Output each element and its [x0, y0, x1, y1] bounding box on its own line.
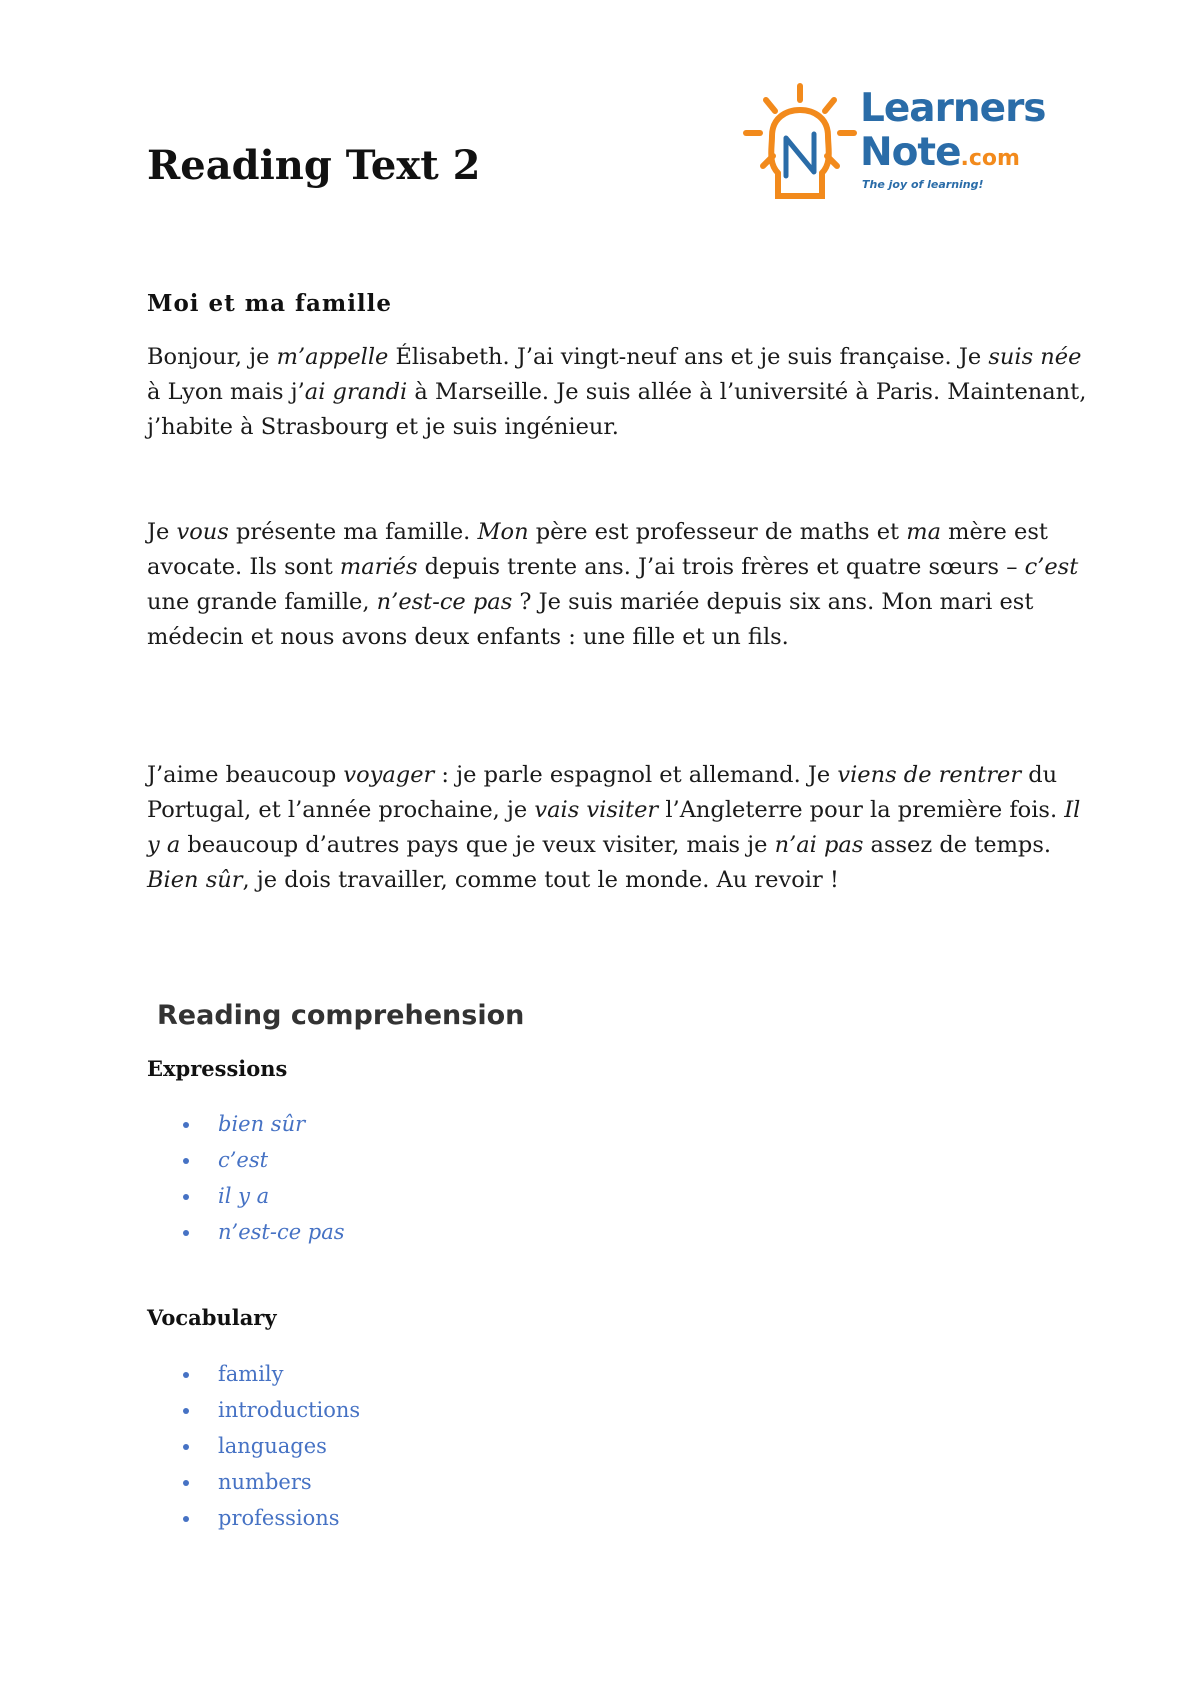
italic-run: n’ai pas [774, 832, 864, 858]
text-run: J’aime beaucoup [147, 762, 344, 788]
link-text[interactable]: n’est-ce pas [218, 1220, 345, 1244]
text-run: à Marseille. Je suis allée à l’université à Paris. Maintenant, j’habite à Strasbourg et je suis ingénieur. [147, 379, 1087, 440]
page-title: Reading Text 2 [147, 142, 481, 189]
learnersnote-logo [738, 78, 1058, 208]
italic-run: viens de rentrer [837, 762, 1022, 788]
italic-run: vais visiter [534, 797, 659, 823]
italic-run: ma [906, 519, 941, 545]
link-text[interactable]: introductions [218, 1398, 361, 1422]
text-run: Bonjour, je [147, 344, 277, 370]
text-run: présente ma famille. [228, 519, 478, 545]
link-text[interactable]: bien sûr [218, 1112, 306, 1136]
italic-run: Bien sûr [147, 867, 243, 893]
text-run: une grande famille, [147, 589, 377, 615]
italic-run: c’est [1024, 554, 1079, 580]
italic-run: n’est-ce pas [376, 589, 513, 615]
text-run: du Portugal, et l’année prochaine, je [147, 762, 1058, 823]
paragraph-travel [147, 758, 1087, 898]
italic-run: mariés [339, 554, 418, 580]
link-text[interactable]: il y a [218, 1184, 270, 1208]
text-run: assez de temps. [863, 832, 1052, 858]
link-text[interactable]: numbers [218, 1470, 312, 1494]
comprehension-heading: Reading comprehension [157, 1000, 525, 1031]
link-text[interactable]: family [218, 1362, 284, 1386]
text-run: mère est avocate. Ils sont [147, 519, 1048, 580]
logo-word-note [860, 130, 1020, 175]
text-run: , je dois travailler, comme tout le monde. Au revoir ! [242, 867, 839, 893]
text-run: : je parle espagnol et allemand. Je [434, 762, 838, 788]
italic-run: m’appelle [276, 344, 389, 370]
text-run: beaucoup d’autres pays que je veux visiter, mais je [180, 832, 775, 858]
paragraph-family [147, 515, 1087, 655]
text-run: ? Je suis mariée depuis six ans. Mon mari est médecin et nous avons deux enfants : une fille et un fils. [147, 589, 1034, 650]
logo-note-text: Note [860, 130, 961, 175]
italic-run: voyager [343, 762, 435, 788]
italic-run: Mon [477, 519, 529, 545]
text-run: depuis trente ans. J’ai trois frères et quatre sœurs – [417, 554, 1025, 580]
logo-dotcom: .com [960, 146, 1020, 171]
text-run: l’Angleterre pour la première fois. [658, 797, 1065, 823]
italic-run: suis née [988, 344, 1082, 370]
text-run: Élisabeth. J’ai vingt-neuf ans et je suis française. Je [388, 344, 989, 370]
text-run: Je [147, 519, 177, 545]
link-text[interactable]: languages [218, 1434, 327, 1458]
logo-word-learners: Learners [860, 86, 1046, 131]
text-run: père est professeur de maths et [528, 519, 907, 545]
italic-run: vous [176, 519, 229, 545]
logo-tagline: The joy of learning! [862, 178, 984, 191]
link-text[interactable]: c’est [218, 1148, 269, 1172]
italic-run: Il y a [147, 797, 1081, 858]
article-heading: Moi et ma famille [147, 290, 393, 317]
expressions-heading: Expressions [147, 1056, 288, 1081]
italic-run: ai grandi [304, 379, 408, 405]
lightbulb-icon [738, 78, 858, 208]
text-run: à Lyon mais j’ [147, 379, 305, 405]
paragraph-intro [147, 340, 1087, 445]
link-text[interactable]: professions [218, 1506, 340, 1530]
vocabulary-heading: Vocabulary [147, 1305, 277, 1330]
